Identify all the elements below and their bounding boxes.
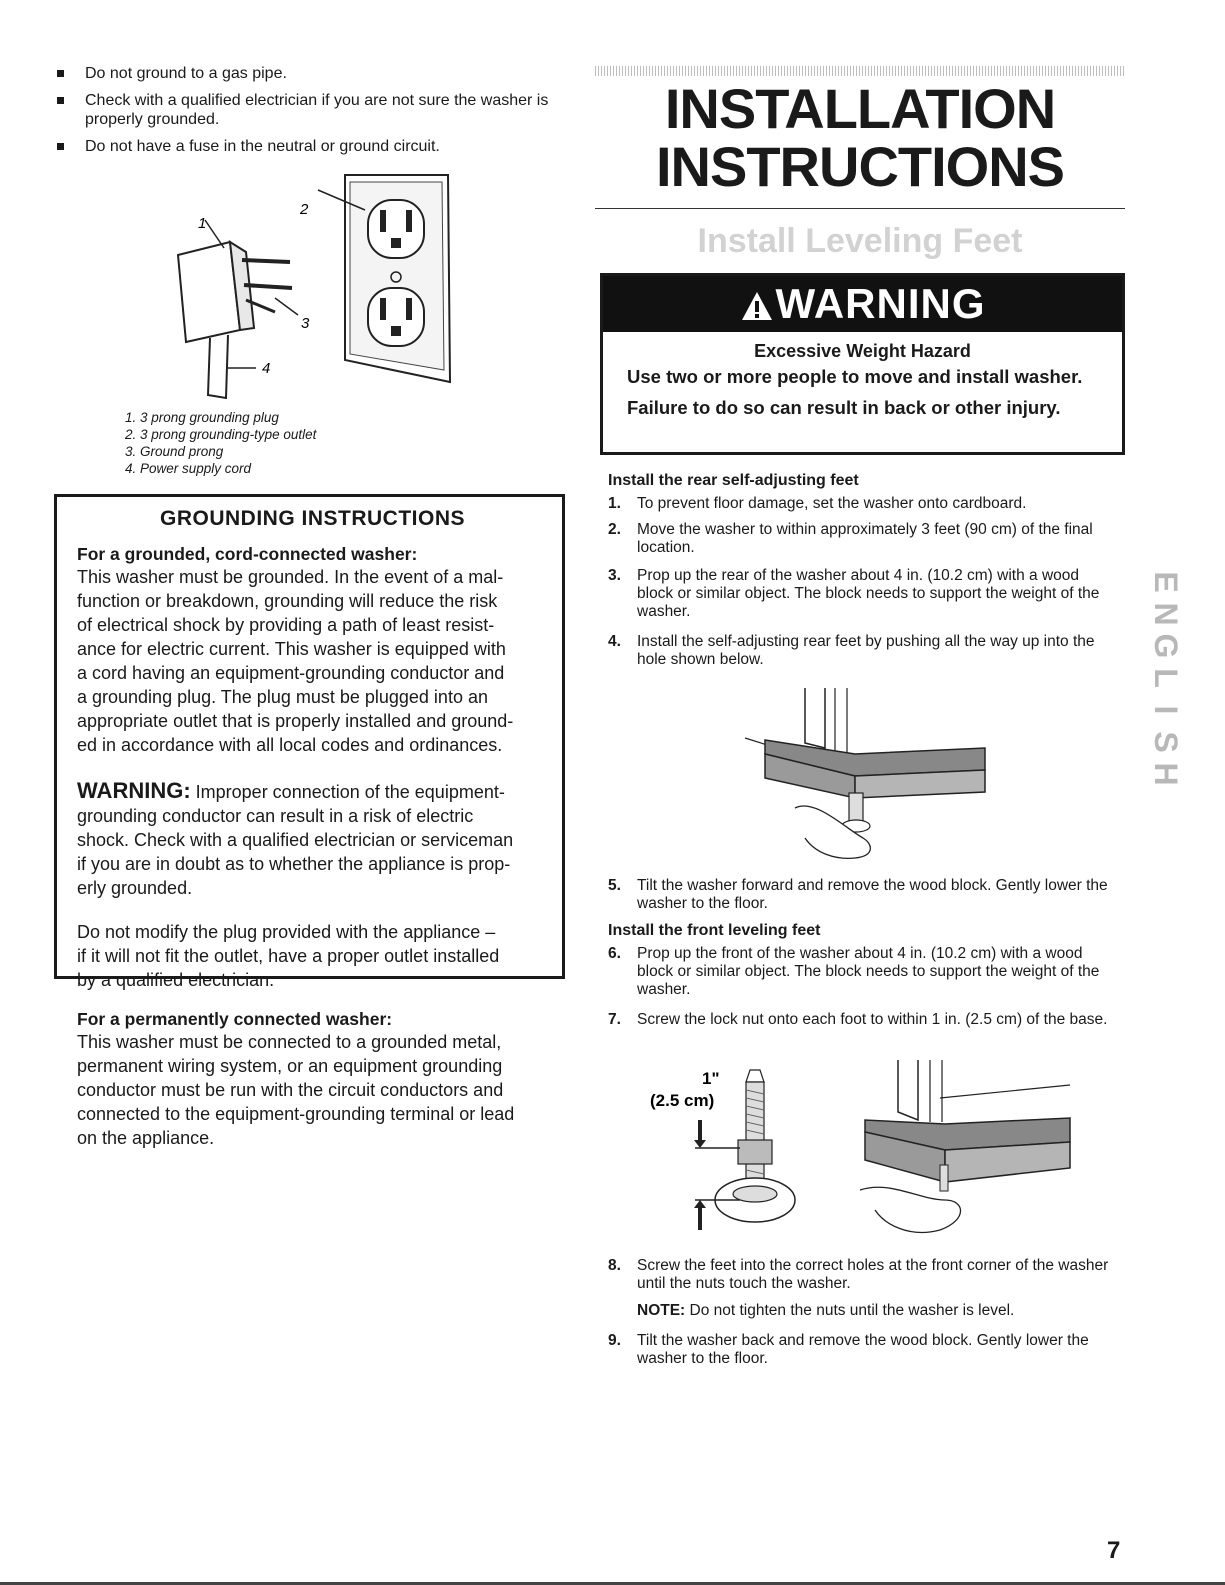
grounding-line: This washer must be grounded. In the event of a mal- bbox=[77, 567, 504, 587]
title-line: INSTALLATION bbox=[664, 77, 1056, 140]
step-number: 2. bbox=[608, 521, 621, 538]
side-tab-letter: H bbox=[1148, 762, 1184, 786]
grounding-instructions-box bbox=[54, 494, 565, 1148]
callout-4: 4 bbox=[262, 360, 271, 377]
plug-outlet-illustration bbox=[150, 170, 460, 405]
note-body: Do not tighten the nuts until the washer is level. bbox=[685, 1302, 1015, 1319]
grounding-line: permanent wiring system, or an equipment grounding bbox=[77, 1056, 503, 1076]
warning-paragraph bbox=[77, 779, 548, 804]
side-tab-letter: E bbox=[1148, 571, 1184, 593]
note-item bbox=[608, 1302, 1113, 1320]
warning-banner-text: WARNING bbox=[775, 280, 986, 327]
step-text: Tilt the washer forward and remove the wood block. Gently lower the washer to the floor. bbox=[637, 877, 1108, 912]
page-number: 7 bbox=[1107, 1537, 1121, 1564]
grounding-line: if you are in doubt as to whether the appliance is prop- bbox=[77, 854, 511, 874]
step-number: 3. bbox=[608, 567, 621, 584]
grounding-line: ance for electric current. This washer is equipped with bbox=[77, 639, 506, 659]
grounding-line: conductor must be run with the circuit conductors and bbox=[77, 1080, 504, 1100]
figure-caption bbox=[125, 409, 316, 477]
warning-word: WARNING: bbox=[77, 778, 191, 803]
warning-banner bbox=[603, 276, 1122, 332]
step-text: Screw the lock nut onto each foot to within 1 in. (2.5 cm) of the base. bbox=[637, 1011, 1108, 1028]
grounding-line: if it will not fit the outlet, have a proper outlet installed bbox=[77, 946, 500, 966]
step-text: Move the washer to within approximately 3 feet (90 cm) of the final location. bbox=[637, 521, 1093, 556]
step-text: Tilt the washer back and remove the wood block. Gently lower the washer to the floor. bbox=[637, 1332, 1089, 1367]
bullet-item: Do not ground to a gas pipe. bbox=[55, 64, 555, 83]
side-tab-letter: L bbox=[1148, 668, 1184, 688]
grounding-title: GROUNDING INSTRUCTIONS bbox=[160, 507, 465, 530]
step-text: Install the self-adjusting rear feet by pushing all the way up into the hole shown below. bbox=[637, 633, 1095, 668]
step-item bbox=[608, 633, 1113, 669]
side-tab-letter: G bbox=[1148, 633, 1184, 659]
bullet-item: Do not have a fuse in the neutral or ground circuit. bbox=[55, 137, 555, 156]
hazard-title: Excessive Weight Hazard bbox=[754, 341, 971, 361]
step-number: 5. bbox=[608, 877, 621, 894]
step-number: 1. bbox=[608, 495, 621, 512]
step-text: Prop up the front of the washer about 4 in. (10.2 cm) with a wood block or similar object. The block needs to support the weight of the washer. bbox=[637, 945, 1100, 998]
caption-line: 3. Ground prong bbox=[125, 444, 224, 459]
section-subtitle: Install Leveling Feet bbox=[697, 222, 1023, 260]
step-number: 7. bbox=[608, 1011, 621, 1028]
front-foot-illustration bbox=[640, 1060, 1080, 1240]
note-label: NOTE: bbox=[637, 1302, 686, 1319]
grounding-line: ed in accordance with all local codes and ordinances. bbox=[77, 735, 503, 755]
callout-1: 1 bbox=[198, 215, 207, 232]
step-item bbox=[608, 877, 1113, 913]
step-number: 8. bbox=[608, 1257, 621, 1274]
step-number: 4. bbox=[608, 633, 621, 650]
measure-inches: 1" bbox=[702, 1069, 720, 1088]
grounding-line: on the appliance. bbox=[77, 1128, 215, 1148]
rear-feet-heading: Install the rear self-adjusting feet bbox=[608, 472, 859, 489]
step-number: 9. bbox=[608, 1332, 621, 1349]
step-item bbox=[608, 1011, 1113, 1029]
hazard-instruction: Use two or more people to move and install washer. bbox=[627, 366, 1083, 387]
grounding-line: This washer must be connected to a grounded metal, bbox=[77, 1032, 502, 1052]
note-text bbox=[637, 1302, 1113, 1320]
grounding-subheading: For a grounded, cord-connected washer: bbox=[77, 544, 418, 564]
title-line: INSTRUCTIONS bbox=[656, 135, 1064, 198]
front-feet-heading: Install the front leveling feet bbox=[608, 922, 821, 939]
grounding-line: function or breakdown, grounding will reduce the risk bbox=[77, 591, 498, 611]
grounding-line: of electrical shock by providing a path of least resist- bbox=[77, 615, 495, 635]
side-tab-letter: N bbox=[1148, 602, 1184, 626]
callout-2: 2 bbox=[300, 201, 309, 218]
grounding-line: Do not modify the plug provided with the appliance – bbox=[77, 922, 496, 942]
warning-first-line: Improper connection of the equipment- bbox=[190, 782, 505, 802]
divider bbox=[595, 208, 1125, 209]
caption-line: 2. 3 prong grounding-type outlet bbox=[125, 427, 317, 442]
grounding-line: shock. Check with a qualified electrician or serviceman bbox=[77, 830, 514, 850]
grounding-subheading: For a permanently connected washer: bbox=[77, 1009, 393, 1029]
step-text: Prop up the rear of the washer about 4 in. (10.2 cm) with a wood block or similar object. The block needs to support the weight of the washer. bbox=[637, 567, 1100, 620]
step-text: To prevent floor damage, set the washer onto cardboard. bbox=[637, 495, 1027, 512]
measure-cm: (2.5 cm) bbox=[650, 1091, 715, 1110]
side-tab-letter: S bbox=[1148, 731, 1184, 753]
page-title bbox=[595, 77, 1125, 198]
step-number: 6. bbox=[608, 945, 621, 962]
rear-foot-illustration bbox=[735, 688, 995, 863]
side-tab-letter: I bbox=[1148, 705, 1184, 715]
caption-line: 1. 3 prong grounding plug bbox=[125, 410, 279, 425]
grounding-line: erly grounded. bbox=[77, 878, 193, 898]
weight-warning-box bbox=[600, 273, 1125, 455]
callout-3: 3 bbox=[301, 315, 310, 332]
warning-triangle-icon bbox=[740, 290, 774, 322]
bullet-item: Check with a qualified electrician if you are not sure the washer is properly grounded. bbox=[55, 91, 555, 129]
grounding-line: by a qualified electrician. bbox=[77, 970, 275, 990]
step-item bbox=[608, 945, 1113, 999]
step-item bbox=[608, 1257, 1113, 1293]
grounding-line: a grounding plug. The plug must be plugged into an bbox=[77, 687, 488, 707]
language-side-tab bbox=[1148, 566, 1184, 790]
grounding-line: connected to the equipment-grounding terminal or lead bbox=[77, 1104, 515, 1124]
step-item bbox=[608, 567, 1113, 621]
grounding-line: grounding conductor can result in a risk of electric bbox=[77, 806, 474, 826]
decorative-hatch-rule bbox=[595, 66, 1125, 76]
hazard-consequence: Failure to do so can result in back or other injury. bbox=[627, 397, 1061, 418]
step-text: Screw the feet into the correct holes at the front corner of the washer until the nuts touch the washer. bbox=[637, 1257, 1109, 1292]
step-item bbox=[608, 521, 1113, 557]
caption-line: 4. Power supply cord bbox=[125, 461, 252, 476]
grounding-bullets bbox=[55, 64, 555, 164]
step-item bbox=[608, 1332, 1113, 1368]
step-item bbox=[608, 495, 1113, 513]
grounding-line: appropriate outlet that is properly installed and ground- bbox=[77, 711, 514, 731]
grounding-line: a cord having an equipment-grounding conductor and bbox=[77, 663, 505, 683]
